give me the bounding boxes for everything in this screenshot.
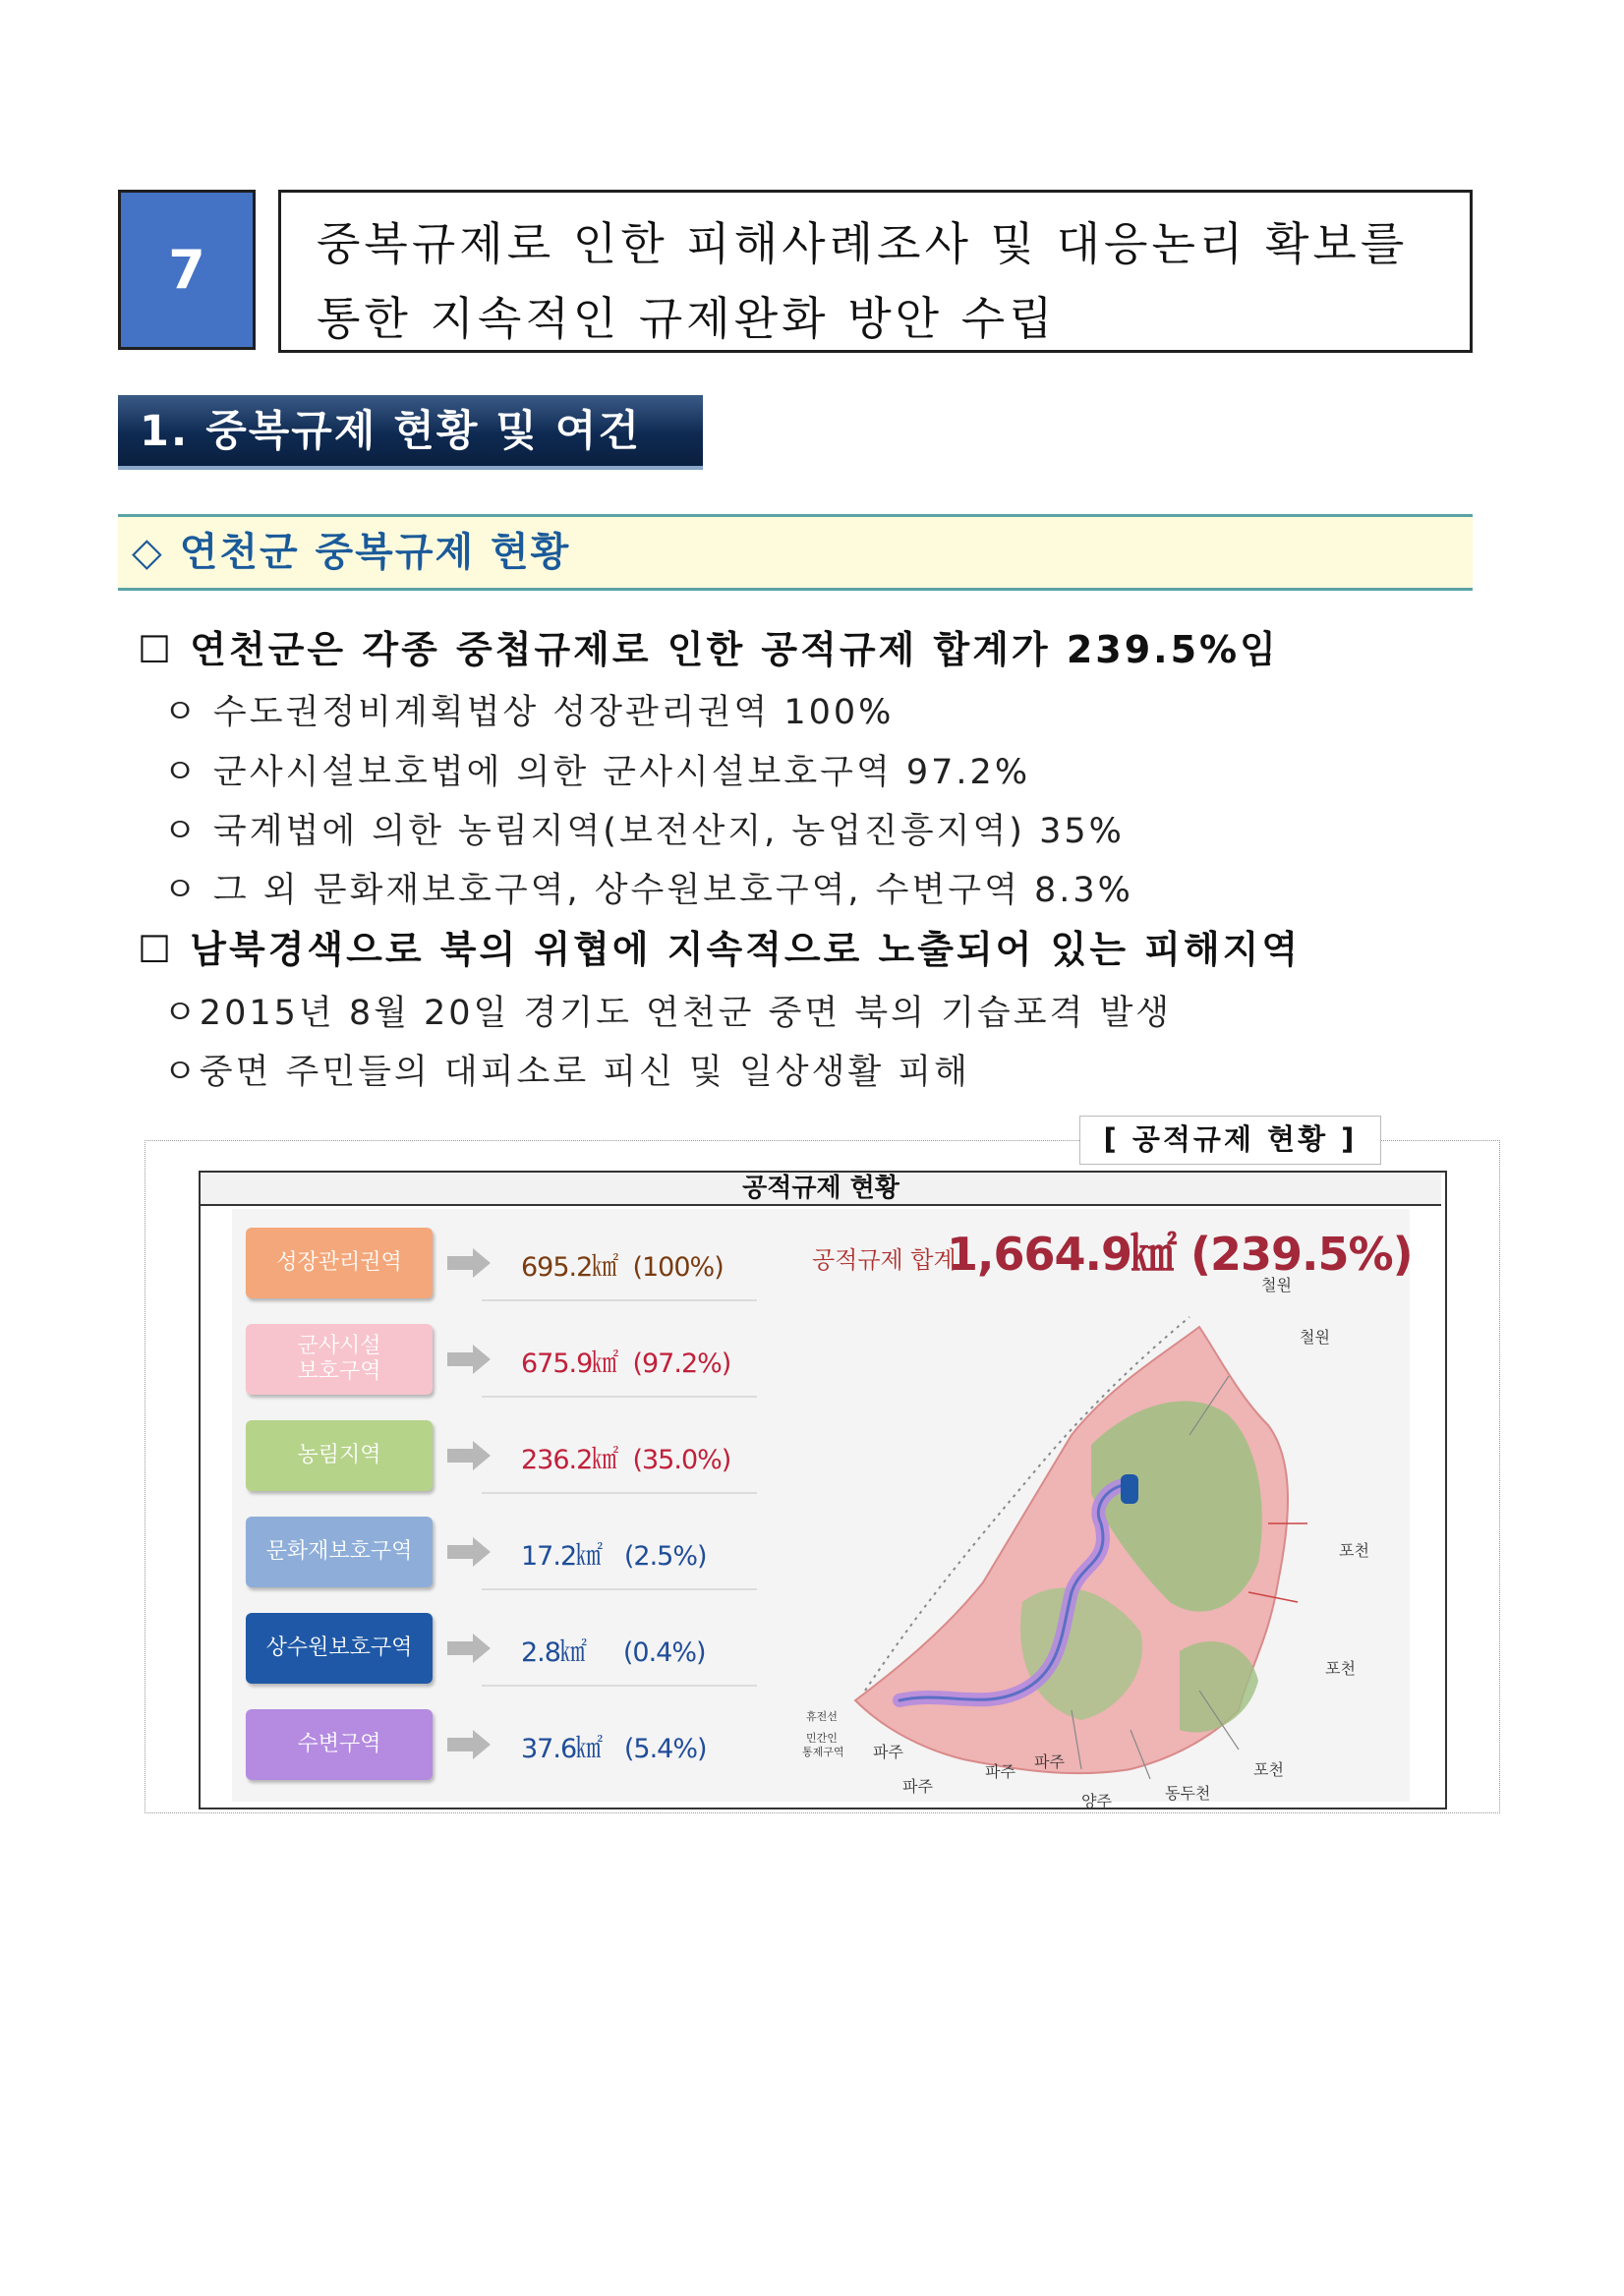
map-label-pocheon: 포천 [1325,1659,1356,1678]
map-label-dongducheon: 동두천 [1165,1784,1211,1803]
region-label-agriforest: 농림지역 [246,1420,433,1491]
section-number: 7 [168,239,205,301]
divider [482,1396,757,1398]
arrow-right-icon [447,1248,491,1278]
region-value-agriforest: 236.2㎢ (35.0%) [521,1445,731,1475]
map-label-pocheon: 포천 [1339,1541,1369,1560]
bullet-sub-item: ㅇ2015년 8월 20일 경기도 연천군 중면 북의 기습포격 발생 [163,994,1173,1033]
figure-caption: [ 공적규제 현황 ] [1079,1116,1381,1165]
divider [482,1588,757,1590]
region-value-riverside: 37.6㎢ (5.4%) [521,1734,707,1764]
region-label-water-source: 상수원보호구역 [246,1613,433,1684]
map-label-paju: 파주 [985,1762,1015,1781]
bullet-sub-item: ㅇ중면 주민들의 대피소로 피신 및 일상생활 피해 [163,1053,970,1092]
map-label-pocheon: 포천 [1253,1760,1284,1779]
region-label-growth: 성장관리권역 [246,1228,433,1298]
arrow-right-icon [447,1730,491,1759]
map-label-cheorwon: 철원 [1261,1276,1292,1294]
arrow-right-icon [447,1634,491,1663]
bullet-sub-item: ㅇ 국계법에 의한 농림지역(보전산지, 농업진흥지역) 35% [163,812,1125,851]
map-legend-civilian-zone: 통제구역 [802,1746,844,1758]
arrow-right-icon [447,1537,491,1567]
subsection-header: ◇ 연천군 중복규제 현황 [118,514,1473,591]
bullet-main-2: ☐ 남북경색으로 북의 위협에 지속적으로 노출되어 있는 피해지역 [138,928,1302,971]
yeoncheon-map [777,1278,1327,1799]
divider [482,1492,757,1494]
region-value-cultural: 17.2㎢ (2.5%) [521,1541,707,1572]
region-label-riverside: 수변구역 [246,1709,433,1780]
bullet-sub-item: ㅇ 군사시설보호법에 의한 군사시설보호구역 97.2% [163,753,1031,792]
region-label-cultural: 문화재보호구역 [246,1517,433,1587]
region-value-water-source: 2.8㎢ (0.4%) [521,1637,706,1668]
total-label: 공적규제 합계 [812,1246,957,1274]
figure-title: 공적규제 현황 [201,1173,1441,1206]
bullet-sub-item: ㅇ 그 외 문화재보호구역, 상수원보호구역, 수변구역 8.3% [163,871,1133,910]
region-label-military: 군사시설 보호구역 [246,1324,433,1395]
region-value-growth: 695.2㎢ (100%) [521,1252,724,1283]
divider [482,1685,757,1687]
section-header: 1. 중복규제 현황 및 여건 [118,395,703,470]
section-number-box [118,190,256,350]
arrow-right-icon [447,1345,491,1374]
divider [482,1299,757,1301]
map-legend-dmz: 휴전선 [806,1710,838,1723]
map-label-cheorwon: 철원 [1300,1328,1330,1347]
bullet-main-1: ☐ 연천군은 각종 중첩규제로 인한 공적규제 합계가 239.5%임 [138,628,1279,671]
map-label-yangju: 양주 [1081,1792,1112,1810]
map-label-paju: 파주 [902,1777,933,1796]
title-line-2: 통한 지속적인 규제완화 방안 수립 [317,292,1057,345]
bullet-sub-item: ㅇ 수도권정비계획법상 성장관리권역 100% [163,693,895,732]
arrow-right-icon [447,1441,491,1470]
map-label-paju: 파주 [873,1743,903,1761]
map-legend-civilian-zone: 민간인 [806,1732,838,1745]
map-label-paju: 파주 [1034,1752,1065,1771]
document-title-box [278,190,1473,353]
title-line-1: 중복규제로 인한 피해사례조사 및 대응논리 확보를 [317,217,1409,270]
region-value-military: 675.9㎢ (97.2%) [521,1349,731,1379]
total-value: 1,664.9㎢ (239.5%) [947,1228,1413,1281]
